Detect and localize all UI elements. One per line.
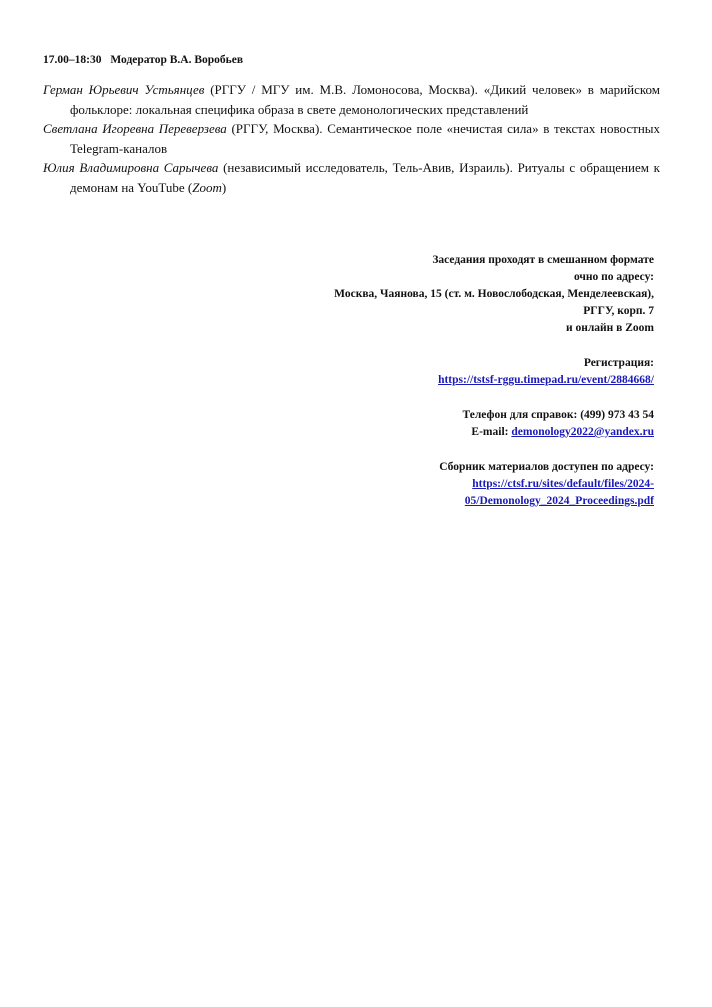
speaker-name: Герман Юрьевич Устьянцев [43, 82, 205, 97]
contact-block [234, 407, 654, 441]
registration-block [234, 355, 654, 389]
talk-list [43, 80, 660, 197]
address-line: РГГУ, корп. 7 [583, 305, 654, 317]
info-block [234, 252, 654, 528]
session-moderator: Модератор В.А. Воробьев [110, 54, 244, 66]
speaker-affiliation: (РГГУ, Москва). [226, 121, 328, 136]
proceedings-block [234, 459, 654, 510]
speaker-affiliation: (независимый исследователь, Тель-Авив, Израиль). [218, 160, 518, 175]
format-line: очно по адресу: [573, 271, 654, 283]
speaker-name: Юлия Владимировна Сарычева [43, 160, 219, 175]
talk-item [43, 158, 660, 197]
online-line: и онлайн в Zoom [565, 322, 654, 334]
talk-zoom-note: Zoom [192, 179, 222, 195]
proceedings-label: Сборник материалов доступен по адресу: [439, 461, 654, 473]
talk-item [43, 80, 660, 119]
email-link[interactable]: demonology2022@yandex.ru [511, 426, 654, 438]
proceedings-link[interactable] [465, 478, 654, 507]
talk-title: «Дикий человек» в марийском фольклоре: локальная специфика образа в свете демонологических представлений [70, 82, 660, 117]
email-line [234, 424, 654, 441]
format-block [234, 252, 654, 337]
proceedings-link-line: https://ctsf.ru/sites/default/files/2024- [472, 478, 654, 490]
phone-line: Телефон для справок: (499) 973 43 54 [462, 409, 654, 421]
speaker-affiliation: (РГГУ / МГУ им. М.В. Ломоносова, Москва). [204, 82, 484, 97]
talk-title: Семантическое поле «нечистая сила» в текстах новостных Telegram-каналов [70, 121, 661, 156]
session-time: 17.00–18:30 [43, 54, 102, 66]
talk-item [43, 119, 660, 158]
talk-title-end: ) [221, 179, 227, 195]
registration-label: Регистрация: [583, 357, 654, 369]
speaker-name: Светлана Игоревна Переверзева [43, 121, 227, 136]
address-line: Москва, Чаянова, 15 (ст. м. Новослободская, Менделеевская), [334, 288, 654, 300]
format-line: Заседания проходят в смешанном формате [432, 254, 654, 266]
proceedings-link-line: 05/Demonology_2024_Proceedings.pdf [464, 495, 654, 507]
email-label: E-mail: [471, 426, 512, 438]
registration-link[interactable]: https://tstsf-rggu.timepad.ru/event/2884668/ [438, 374, 654, 386]
session-header [43, 54, 243, 66]
talk-title: Ритуалы с обращением к демонам на YouTube ( [70, 160, 660, 195]
